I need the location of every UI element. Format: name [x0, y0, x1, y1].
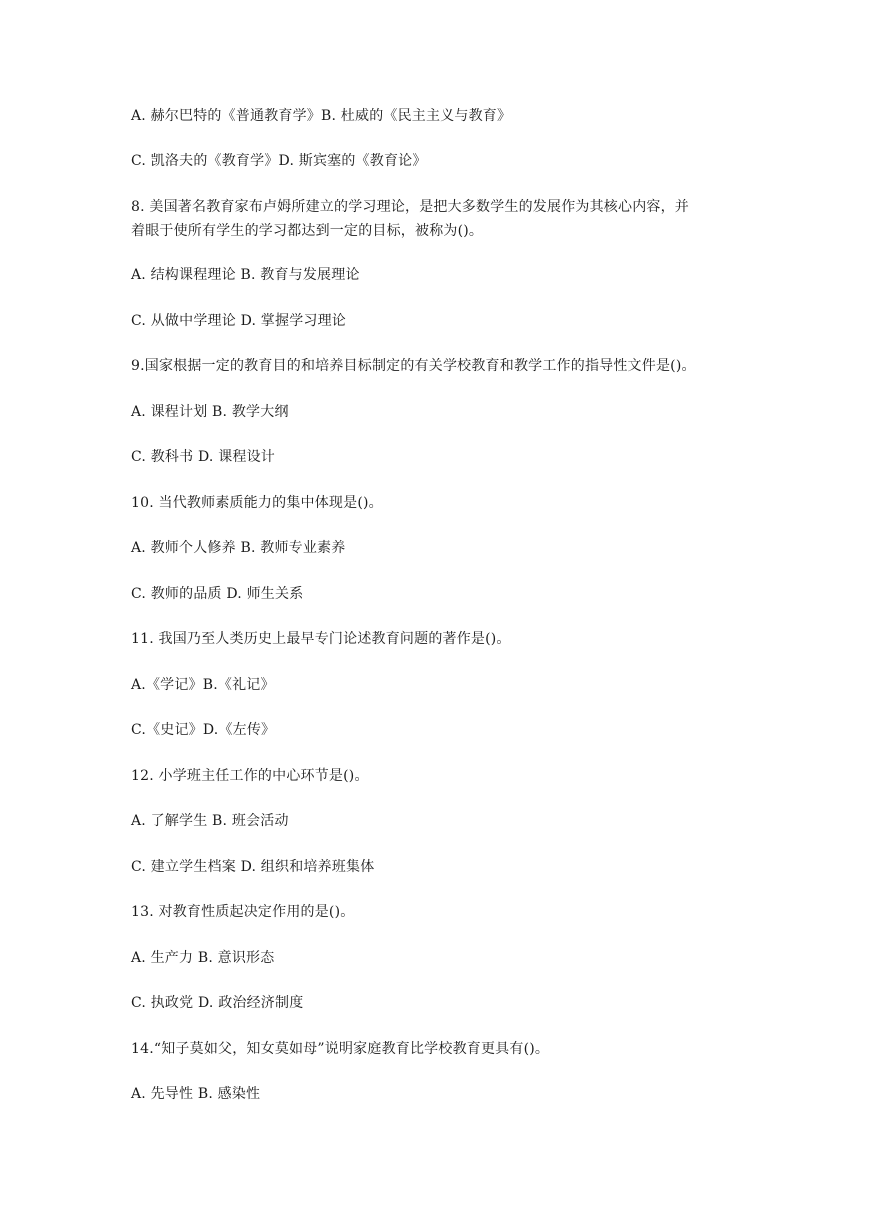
question-12: 12. 小学班主任工作的中心环节是()。: [131, 768, 369, 784]
option-line-q13-ab: A. 生产力 B. 意识形态: [131, 950, 275, 966]
question-8-line-2: 着眼于使所有学生的学习都达到一定的目标，被称为()。: [131, 223, 484, 239]
question-13: 13. 对教育性质起决定作用的是()。: [131, 904, 355, 920]
option-line-q11-cd: C.《史记》D.《左传》: [131, 722, 276, 738]
option-line-q10-cd: C. 教师的品质 D. 师生关系: [131, 586, 304, 602]
option-line-q9-ab: A. 课程计划 B. 教学大纲: [131, 404, 289, 420]
option-line-q7-cd: C. 凯洛夫的《教育学》D. 斯宾塞的《教育论》: [131, 153, 427, 169]
option-line-q10-ab: A. 教师个人修养 B. 教师专业素养: [131, 540, 346, 556]
question-10: 10. 当代教师素质能力的集中体现是()。: [131, 495, 383, 511]
question-14: 14.“知子莫如父，知女莫如母”说明家庭教育比学校教育更具有()。: [131, 1041, 550, 1057]
option-line-q12-ab: A. 了解学生 B. 班会活动: [131, 813, 289, 829]
question-8-line-1: 8. 美国著名教育家布卢姆所建立的学习理论，是把大多数学生的发展作为其核心内容，并: [131, 199, 690, 215]
option-line-q14-ab: A. 先导性 B. 感染性: [131, 1086, 261, 1102]
option-line-q11-ab: A.《学记》B.《礼记》: [131, 677, 275, 693]
option-line-q8-ab: A. 结构课程理论 B. 教育与发展理论: [131, 267, 360, 283]
question-11: 11. 我国乃至人类历史上最早专门论述教育问题的著作是()。: [131, 631, 511, 647]
option-line-q12-cd: C. 建立学生档案 D. 组织和培养班集体: [131, 859, 375, 875]
option-line-q8-cd: C. 从做中学理论 D. 掌握学习理论: [131, 313, 346, 329]
option-line-q13-cd: C. 执政党 D. 政治经济制度: [131, 995, 304, 1011]
question-9: 9.国家根据一定的教育目的和培养目标制定的有关学校教育和教学工作的指导性文件是()。: [131, 358, 696, 374]
option-line-q9-cd: C. 教科书 D. 课程设计: [131, 449, 275, 465]
option-line-q7-ab: A. 赫尔巴特的《普通教育学》B. 杜威的《民主主义与教育》: [131, 108, 512, 124]
